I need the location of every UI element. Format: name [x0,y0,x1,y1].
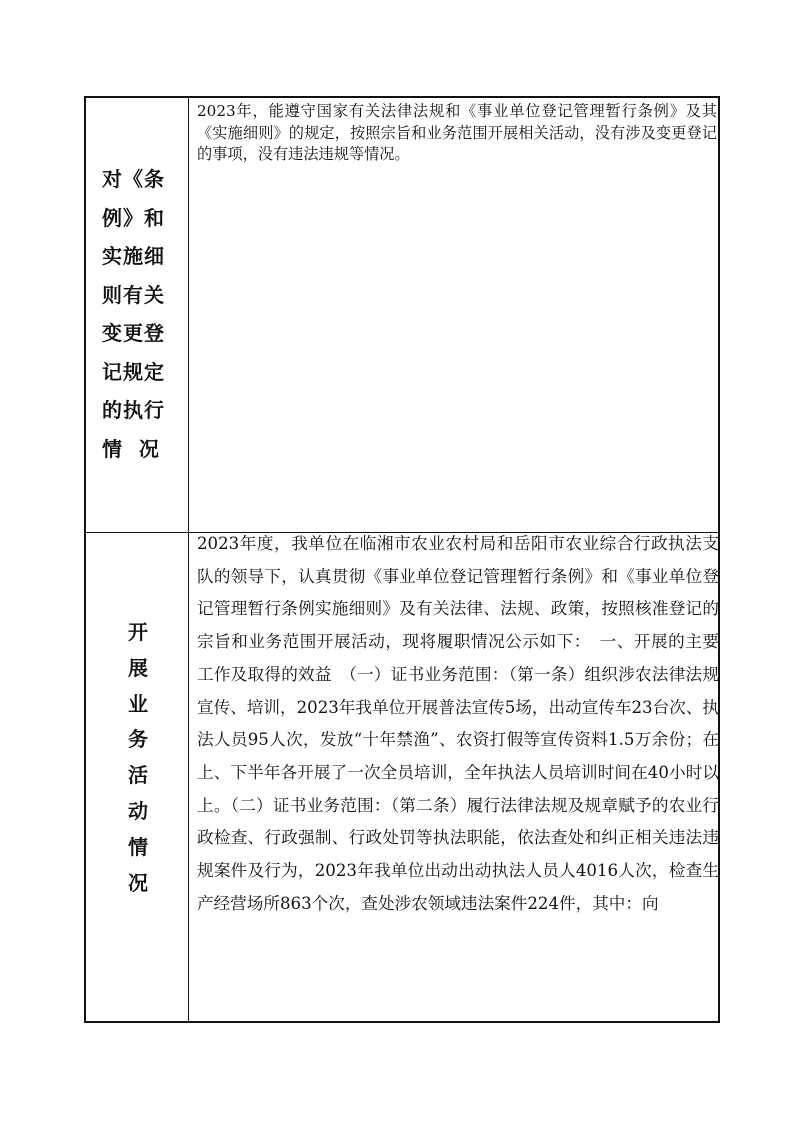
row-label-cell [86,533,189,1021]
table-row-business-activities [86,533,718,1021]
row-label-cell [86,98,189,532]
row-content-cell [189,98,718,532]
row-label-regulation-compliance: 对《条 例》和 实施细 则有关 变更登 记规定 的执行 情 况 [102,167,165,461]
disclosure-table [84,96,720,1023]
regulation-compliance-text: 2023年，能遵守国家有关法律法规和《事业单位登记管理暂行条例》及其《实施细则》的规定，按照宗旨和业务范围开展相关活动，没有涉及变更登记的事项，没有违法违规等情况。 [197,102,717,163]
table-row-regulation-compliance [86,98,718,533]
row-content-cell [189,533,718,1021]
row-label-business-activities: 开展业务活动情况 [128,620,148,895]
business-activities-text: 2023年度，我单位在临湘市农业农村局和岳阳市农业综合行政执法支队的领导下，认真贯彻《事业单位登记管理暂行条例》和《事业单位登记管理暂行条例实施细则》及有关法律、法规、政策，按照核准登记的宗旨和业务范围开展活动，现将履职情况公示如下： 一、开展的主要工作及取得的效益 （一）证书业务范围：（第一条）组织涉农法律法规宣传、培训，2023年我单位开展普法宣传5场，出动宣传车23台次、执法人员95人次，发放“十年禁渔”、农资打假等宣传资料1.5万余份；在上、下半年各开展了一次全员培训，全年执法人员培训时间在40小时以上。（二）证书业务范围：（第二条）履行法律法规及规章赋予的农业行政检查、行政强制、行政处罚等执法职能，依法查处和纠正相关违法违规案件及行为，2023年我单位出动出动执法人员人4016人次，检查生产经营场所863个次，查处涉农领域违法案件224件，其中：向 [197,534,719,913]
